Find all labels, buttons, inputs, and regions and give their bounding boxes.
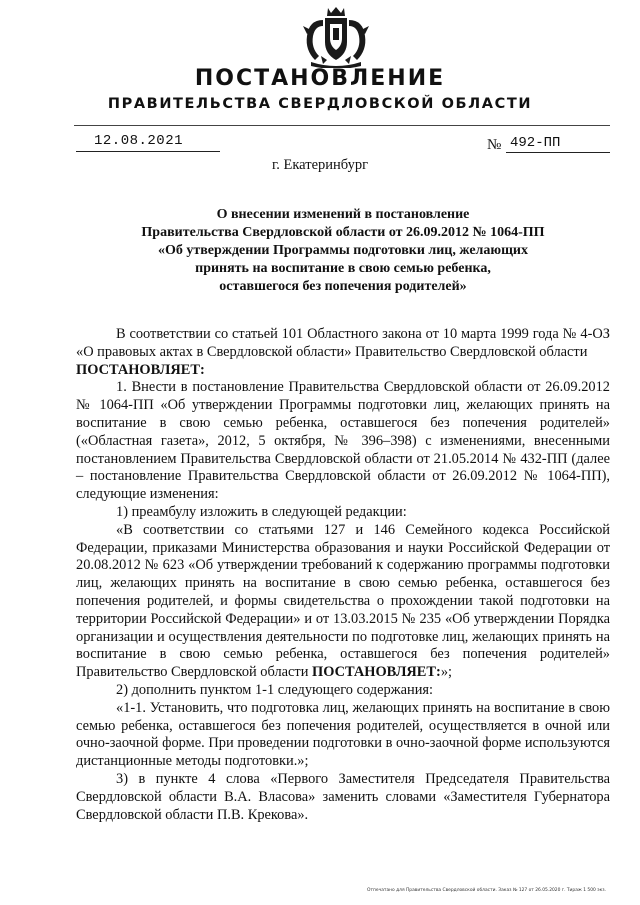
subitem-3: 3) в пункте 4 слова «Первого Заместителя Председателя Правительства Свердловской области В.А. Власова» заменить словами «Заместителя Губернатора Свердловской области П.В. Крекова». [76,770,610,823]
heading-line: принять на воспитание в свою семью ребенка, [195,261,491,276]
date-underline [76,151,220,152]
header-divider [74,125,610,126]
document-subtitle: ПРАВИТЕЛЬСТВА СВЕРДЛОВСКОЙ ОБЛАСТИ [107,96,533,112]
print-footer: Отпечатано для Правительства Свердловской области. Заказ № 127 от 26.05.2020 г. Тираж 1 500 экз. [367,888,606,893]
decree-number: 492-ПП [510,135,561,151]
document-title: ПОСТАНОВЛЕНИЕ [194,66,446,91]
coat-of-arms-icon [301,6,371,68]
decree-heading [100,206,586,296]
heading-line: Правительства Свердловской области от 26.09.2012 № 1064-ПП [141,225,545,240]
subitem-2: 2) дополнить пунктом 1-1 следующего содержания: [116,681,434,698]
quote-preamble-text: «В соответствии со статьями 127 и 146 Семейного кодекса Российской Федерации, приказами Министерства образования и науки Российской Федерации от 20.08.2012 № 623 «Об утверждении требований к содержанию программы подготовки лиц, желающих принять на воспитание в свою семью ребенка, оставшегося без попечения родителей, и формы свидетельства о прохождении такой подготовки на территории Российской Федерации» и от 13.03.2015 № 235 «Об утверждении Порядка организации и осуществления деятельности по подготовке лиц, желающих принять на воспитание в свою семью ребенка, оставшегося без попечения родителей» Правительство Свердловской области [76,521,610,681]
heading-line: О внесении изменений в постановление [216,207,470,222]
number-sign: № [487,137,502,153]
item-1-paragraph: 1. Внести в постановление Правительства Свердловской области от 26.09.2012 № 1064-ПП «Об утверждении Программы подготовки лиц, желающих принять на воспитание в свою семью ребенка, оставшегося без попечения родителей» («Областная газета», 2012, 5 октября, № 396–398) с изменениями, внесенными постановлением Правительства Свердловской области от 21.05.2014 № 432-ПП (далее – постановление Правительства Свердловской области от 26.09.2012 № 1064-ПП), следующие изменения: [76,379,610,503]
decree-date: 12.08.2021 [94,133,184,149]
heading-line: «Об утверждении Программы подготовки лиц, желающих [157,243,528,258]
decree-body [76,326,610,824]
quote-preamble-keyword: ПОСТАНОВЛЯЕТ: [312,664,441,681]
quote-item-1-1: «1-1. Установить, что подготовка лиц, желающих принять на воспитание в свою семью ребенка, оставшегося без попечения родителей, осуществляется в очной или очно-заочной форме. При проведении подготовки в очно-заочной форме используются дистанционные методы подготовки.»; [76,699,610,770]
number-underline [506,152,610,153]
quote-preamble-close: »; [440,664,453,681]
subitem-1: 1) преамбулу изложить в следующей редакции: [116,503,407,520]
heading-line: оставшегося без попечения родителей» [219,279,467,294]
decree-keyword: ПОСТАНОВЛЯЕТ: [76,361,205,378]
city-name: г. Екатеринбург [271,157,369,173]
intro-paragraph: В соответствии со статьей 101 Областного закона от 10 марта 1999 года № 4-ОЗ «О правовых актах в Свердловской области» Правительство Свердловской области [76,326,610,360]
quote-preamble [76,522,610,682]
